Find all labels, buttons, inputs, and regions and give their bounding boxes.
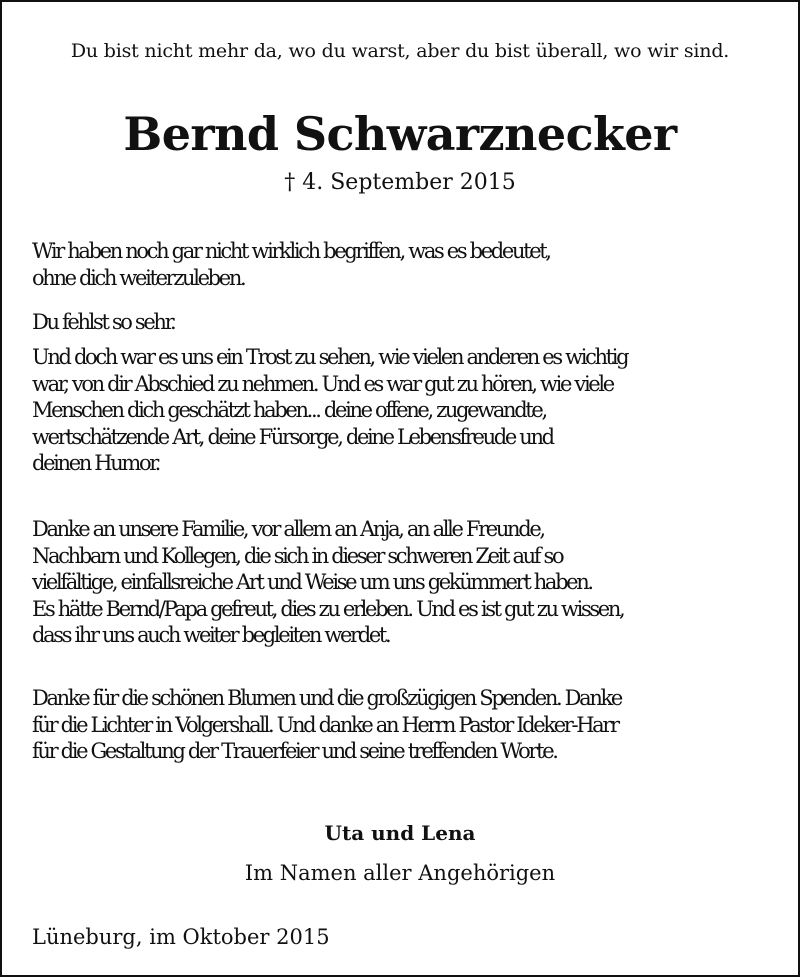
- text-line: Es hätte Bernd/Papa gefreut, dies zu erleben. Und es ist gut zu wissen,: [32, 596, 624, 621]
- text-line: Nachbarn und Kollegen, die sich in dieser schweren Zeit auf so: [32, 543, 563, 568]
- paragraph-5: [32, 685, 792, 765]
- text-line: ohne dich weiterzuleben.: [32, 265, 245, 290]
- text-line: Und doch war es uns ein Trost zu sehen, wie vielen anderen es wichtig: [32, 345, 628, 369]
- on-behalf-line: Im Namen aller Angehörigen: [244, 861, 556, 885]
- paragraph-4: [32, 516, 792, 649]
- text-line: Danke an unsere Familie, vor allem an Anja, an alle Freunde,: [32, 517, 544, 541]
- paragraph-3: [32, 344, 792, 477]
- text-line: vielfältige, einfallsreiche Art und Weise um uns gekümmert haben.: [32, 570, 592, 594]
- epigraph-quote: Du bist nicht mehr da, wo du warst, aber du bist überall, wo wir sind.: [70, 40, 730, 62]
- text-line: für die Gestaltung der Trauerfeier und seine treffenden Worte.: [32, 739, 557, 763]
- text-line: Du fehlst so sehr.: [32, 310, 175, 334]
- text-line: für die Lichter in Volgershall. Und danke an Herrn Pastor Ideker-Harr: [32, 712, 618, 737]
- place-date: Lüneburg, im Oktober 2015: [32, 925, 330, 949]
- death-date: † 4. September 2015: [284, 170, 516, 195]
- text-line: Menschen dich geschätzt haben... deine offene, zugewandte,: [32, 398, 546, 422]
- text-line: Wir haben noch gar nicht wirklich begriffen, was es bedeutet,: [32, 239, 550, 263]
- text-line: Danke für die schönen Blumen und die großzügigen Spenden. Danke: [32, 686, 621, 710]
- signers: Uta und Lena: [324, 821, 476, 845]
- deceased-name: Bernd Schwarznecker: [123, 107, 677, 161]
- text-line: war, von dir Abschied zu nehmen. Und es war gut zu hören, wie viele: [32, 371, 613, 396]
- paragraph-1: [32, 238, 792, 291]
- text-line: deinen Humor.: [32, 451, 159, 475]
- paragraph-2: [32, 309, 792, 336]
- text-line: wertschätzende Art, deine Fürsorge, deine Lebensfreude und: [32, 424, 553, 449]
- text-line: dass ihr uns auch weiter begleiten werdet.: [32, 623, 390, 647]
